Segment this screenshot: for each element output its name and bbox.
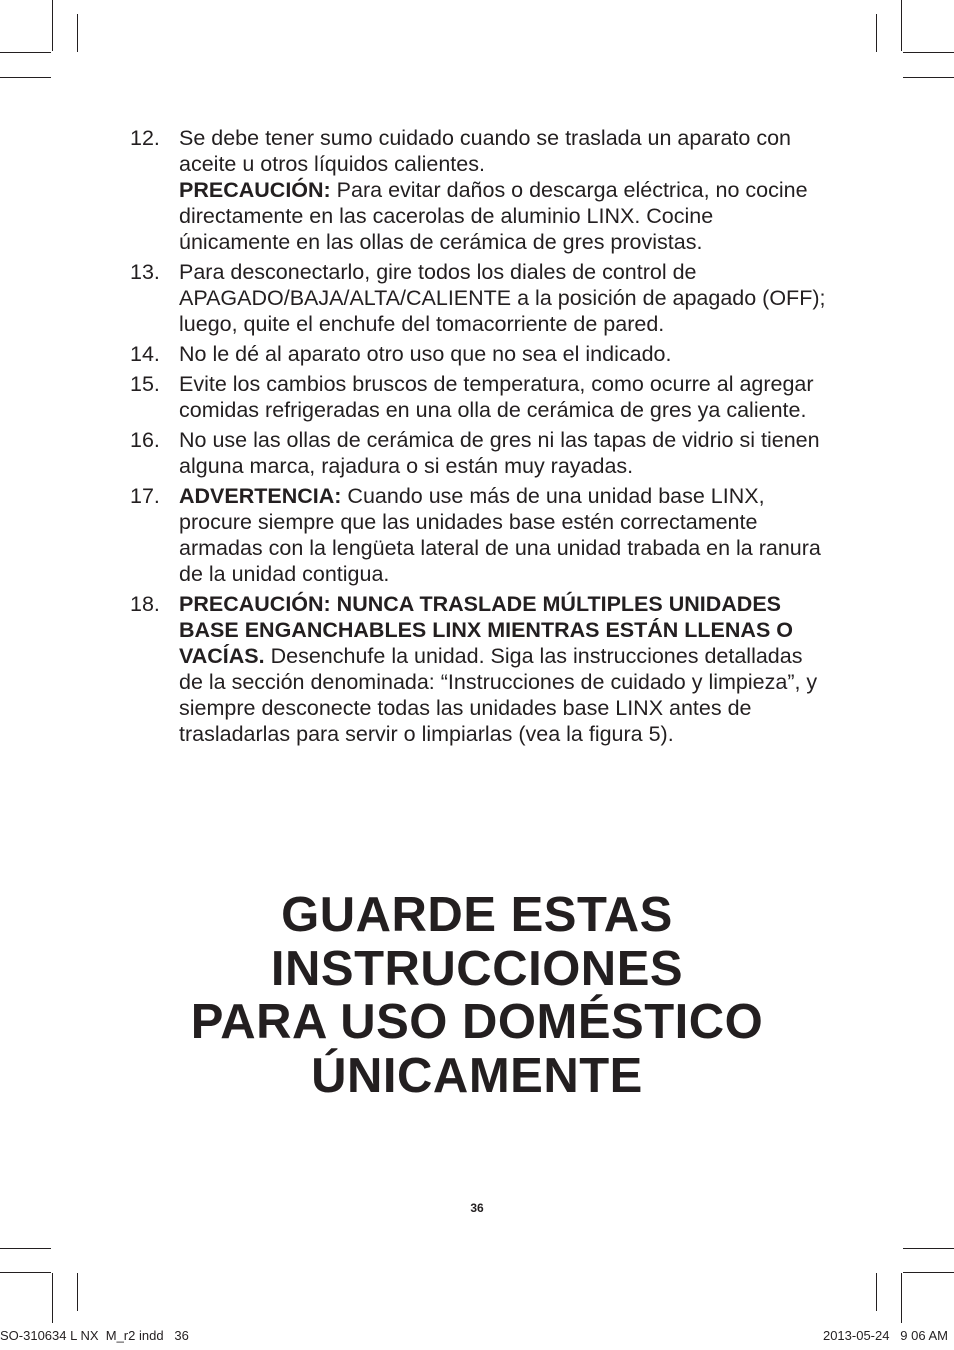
list-item xyxy=(130,591,830,747)
item-number: 14. xyxy=(130,342,160,366)
crop-mark xyxy=(876,1273,877,1311)
crop-mark xyxy=(903,1272,954,1273)
save-instructions-heading xyxy=(0,888,954,996)
list-item xyxy=(130,371,830,423)
household-use-heading xyxy=(0,995,954,1103)
list-item xyxy=(130,259,830,337)
crop-mark xyxy=(876,14,877,52)
item-number: 17. xyxy=(130,484,160,508)
item-text: Desenchufe la unidad. Siga las instrucciones detalladas de la sección denominada: “Instrucciones de cuidado y limpieza”, y siempre desconecte todas las unidades base LINX antes de trasladarlas para servir o limpiarlas (vea la figura 5). xyxy=(179,644,818,746)
item-text: Se debe tener sumo cuidado cuando se traslada un aparato con aceite u otros líquidos calientes. xyxy=(179,126,791,176)
list-item xyxy=(130,341,830,367)
item-number: 13. xyxy=(130,260,160,284)
crop-mark xyxy=(0,1272,51,1273)
heading-line: PARA USO DOMÉSTICO xyxy=(190,995,764,1049)
item-caution-label: PRECAUCIÓN: NUNCA TRASLADE MÚLTIPLES UNIDADES BASE ENGANCHABLES LINX MIENTRAS ESTÁN LLENAS O VACÍAS. xyxy=(179,592,793,668)
crop-mark xyxy=(903,52,954,53)
page-number: 36 xyxy=(470,1201,484,1215)
crop-mark xyxy=(77,1273,78,1311)
list-item xyxy=(130,427,830,479)
crop-mark xyxy=(903,77,954,78)
item-text: No use las ollas de cerámica de gres ni las tapas de vidrio si tienen alguna marca, rajadura o si están muy rayadas. xyxy=(179,428,820,478)
safety-instructions-list xyxy=(130,125,830,751)
item-text: Cuando use más de una unidad base LINX, procure siempre que las unidades base estén correctamente armadas con la lengüeta lateral de una unidad trabada en la ranura de la unidad contigua. xyxy=(179,484,821,586)
crop-mark xyxy=(52,1273,53,1323)
item-number: 16. xyxy=(130,428,160,452)
item-text: Evite los cambios bruscos de temperatura, como ocurre al agregar comidas refrigeradas en una olla de cerámica de gres ya caliente. xyxy=(179,372,814,422)
crop-mark xyxy=(901,1273,902,1323)
heading-line: GUARDE ESTAS xyxy=(281,888,673,942)
item-caution-label: PRECAUCIÓN: xyxy=(179,178,331,202)
item-text: No le dé al aparato otro uso que no sea el indicado. xyxy=(179,342,672,366)
list-item xyxy=(130,125,830,255)
item-number: 18. xyxy=(130,592,160,616)
item-text: Para desconectarlo, gire todos los diales de control de APAGADO/BAJA/ALTA/CALIENTE a la posición de apagado (OFF); luego, quite el enchufe del tomacorriente de pared. xyxy=(179,260,826,336)
item-caution-text: Para evitar daños o descarga eléctrica, no cocine directamente en las cacerolas de aluminio LINX. Cocine únicamente en las ollas de cerámica de gres provistas. xyxy=(179,178,808,254)
crop-mark xyxy=(0,1248,51,1249)
crop-mark xyxy=(77,14,78,52)
heading-line: INSTRUCCIONES xyxy=(270,942,684,996)
crop-mark xyxy=(0,77,51,78)
crop-mark xyxy=(901,0,902,51)
item-number: 15. xyxy=(130,372,160,396)
crop-mark xyxy=(903,1248,954,1249)
crop-mark xyxy=(52,0,53,51)
heading-line: ÚNICAMENTE xyxy=(311,1049,643,1103)
footer-file-slug: SO-310634 L NX M_r2 indd 36 xyxy=(0,1328,189,1343)
crop-mark xyxy=(0,52,51,53)
footer-datetime-slug: 2013-05-24 9 06 AM xyxy=(822,1328,948,1343)
item-warning-label: ADVERTENCIA: xyxy=(179,484,342,508)
item-number: 12. xyxy=(130,126,160,150)
list-item xyxy=(130,483,830,587)
